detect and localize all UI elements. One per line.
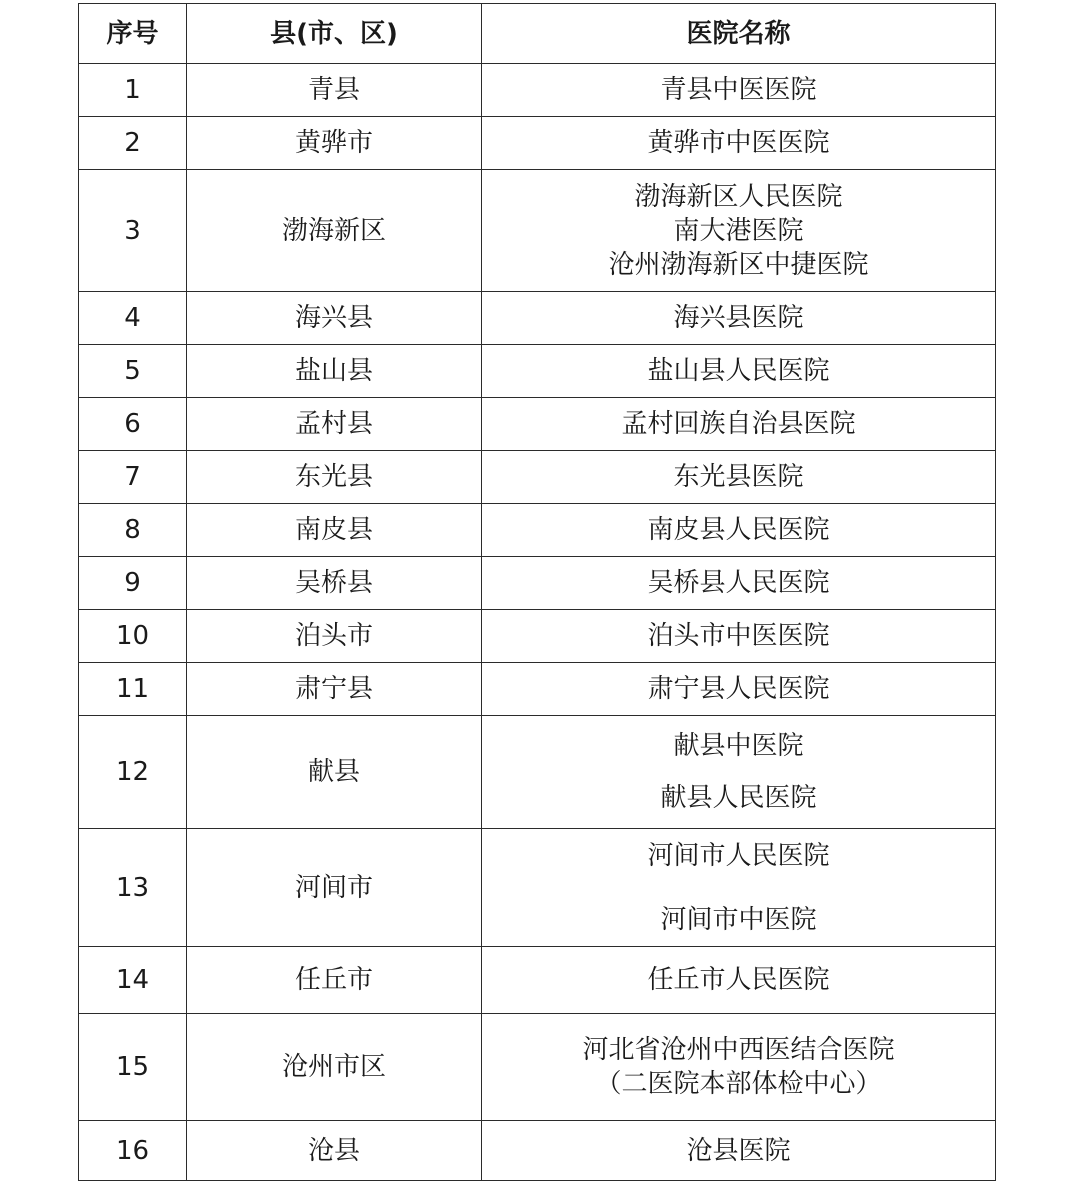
row-county: 黄骅市 (187, 117, 482, 170)
row-index: 16 (79, 1121, 187, 1181)
header-hospital: 医院名称 (482, 4, 996, 64)
row-index: 2 (79, 117, 187, 170)
row-hospital (482, 716, 996, 829)
row-county: 泊头市 (187, 610, 482, 663)
row-county: 肃宁县 (187, 663, 482, 716)
table-header-row (79, 4, 996, 64)
hospital-table (78, 3, 996, 1181)
hospital-name: 泊头市中医医院 (647, 621, 830, 651)
header-index: 序号 (79, 4, 187, 64)
row-hospital (482, 292, 996, 345)
row-index: 15 (79, 1014, 187, 1121)
row-hospital (482, 170, 996, 292)
table-row (79, 504, 996, 557)
row-county: 南皮县 (187, 504, 482, 557)
row-index: 12 (79, 716, 187, 829)
row-hospital (482, 610, 996, 663)
hospital-name: 南皮县人民医院 (647, 515, 830, 545)
hospital-name: 东光县医院 (673, 462, 804, 492)
row-index: 13 (79, 829, 187, 947)
row-index: 5 (79, 345, 187, 398)
row-index: 7 (79, 451, 187, 504)
table-row (79, 1121, 996, 1181)
hospital-name: 吴桥县人民医院 (647, 568, 830, 598)
row-index: 14 (79, 947, 187, 1014)
hospital-name: 河间市中医院 (660, 904, 817, 935)
table-row (79, 663, 996, 716)
hospital-name: 河北省沧州中西医结合医院 (582, 1035, 895, 1065)
row-county: 沧县 (187, 1121, 482, 1181)
row-index: 10 (79, 610, 187, 663)
row-hospital (482, 663, 996, 716)
hospital-name: 献县中医院 (673, 731, 804, 761)
header-county: 县(市、区) (187, 4, 482, 64)
table-row (79, 1014, 996, 1121)
row-county: 渤海新区 (187, 170, 482, 292)
row-index: 6 (79, 398, 187, 451)
table-row (79, 451, 996, 504)
table-row (79, 292, 996, 345)
hospital-name: 盐山县人民医院 (647, 356, 830, 386)
row-hospital (482, 1121, 996, 1181)
hospital-name: 沧县医院 (686, 1135, 791, 1166)
hospital-name: 肃宁县人民医院 (647, 674, 830, 704)
hospital-name: 南大港医院 (673, 215, 804, 246)
table-row (79, 170, 996, 292)
table-row (79, 398, 996, 451)
row-county: 河间市 (187, 829, 482, 947)
row-index: 9 (79, 557, 187, 610)
hospital-name: 渤海新区人民医院 (634, 181, 843, 212)
row-hospital (482, 451, 996, 504)
row-county: 任丘市 (187, 947, 482, 1014)
hospital-name: 青县中医医院 (660, 75, 817, 105)
row-hospital (482, 398, 996, 451)
row-index: 11 (79, 663, 187, 716)
row-hospital (482, 117, 996, 170)
hospital-name: 献县人民医院 (660, 783, 817, 813)
hospital-name: 孟村回族自治县医院 (621, 409, 856, 439)
row-hospital (482, 64, 996, 117)
row-county: 东光县 (187, 451, 482, 504)
table-row (79, 716, 996, 829)
row-index: 3 (79, 170, 187, 292)
row-county: 青县 (187, 64, 482, 117)
row-hospital (482, 557, 996, 610)
row-county: 吴桥县 (187, 557, 482, 610)
hospital-name-note: （二医院本部体检中心） (595, 1069, 882, 1099)
table-row (79, 64, 996, 117)
table-row (79, 345, 996, 398)
row-county: 海兴县 (187, 292, 482, 345)
row-index: 1 (79, 64, 187, 117)
table-row (79, 829, 996, 947)
row-county: 献县 (187, 716, 482, 829)
hospital-name: 沧州渤海新区中捷医院 (608, 249, 869, 280)
table-row (79, 557, 996, 610)
hospital-name: 黄骅市中医医院 (647, 128, 830, 158)
row-county: 盐山县 (187, 345, 482, 398)
table-row (79, 610, 996, 663)
table-row (79, 947, 996, 1014)
row-index: 8 (79, 504, 187, 557)
row-county: 孟村县 (187, 398, 482, 451)
hospital-name: 河间市人民医院 (647, 840, 830, 871)
row-hospital (482, 829, 996, 947)
row-hospital (482, 345, 996, 398)
table-row (79, 117, 996, 170)
row-hospital (482, 504, 996, 557)
hospital-table-container (78, 3, 995, 1181)
hospital-name: 任丘市人民医院 (647, 965, 830, 995)
row-county: 沧州市区 (187, 1014, 482, 1121)
row-index: 4 (79, 292, 187, 345)
hospital-name: 海兴县医院 (673, 303, 804, 333)
row-hospital (482, 1014, 996, 1121)
row-hospital (482, 947, 996, 1014)
